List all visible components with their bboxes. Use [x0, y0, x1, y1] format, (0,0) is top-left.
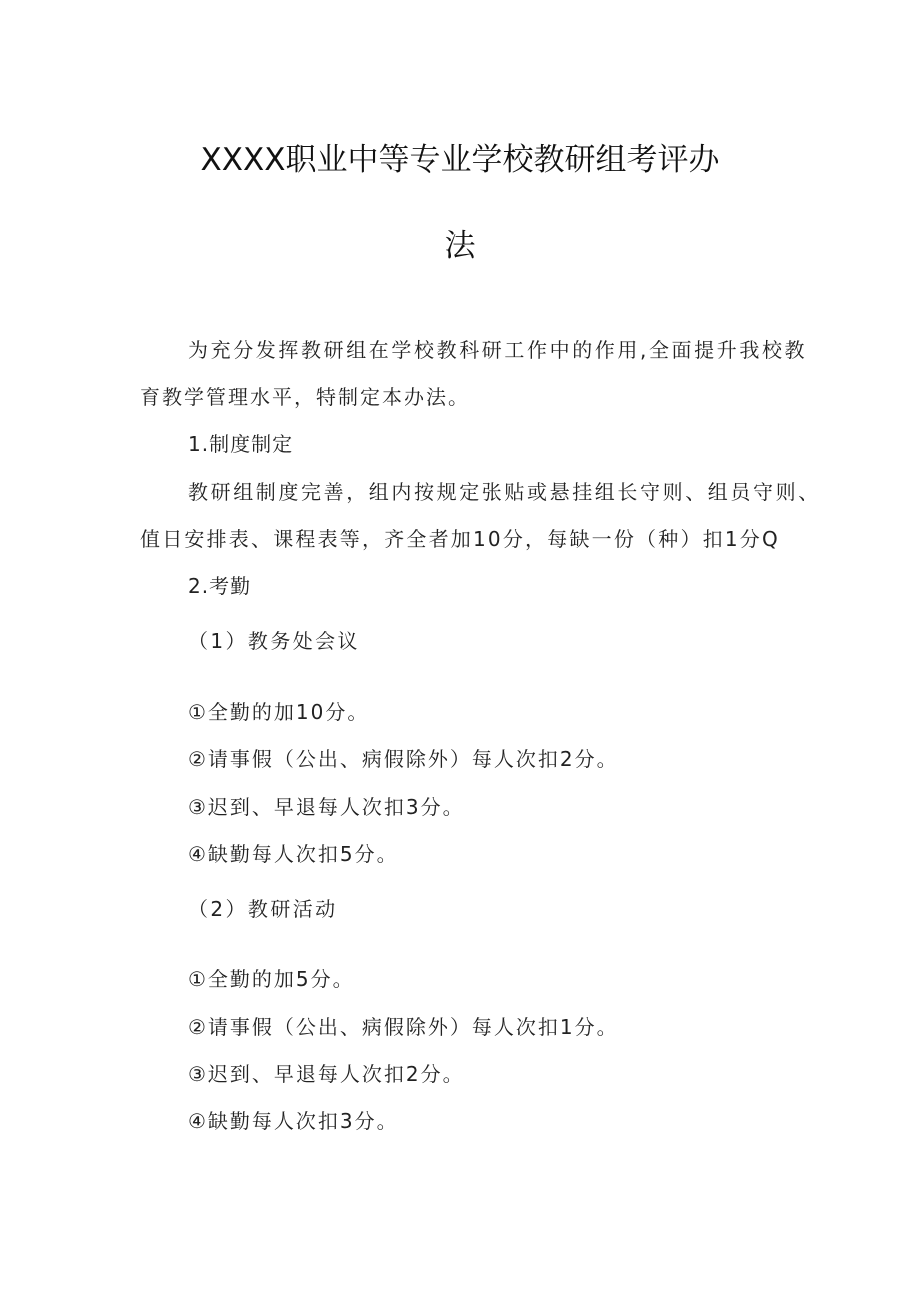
intro-paragraph-line-2: 育教学管理水平，特制定本办法。: [140, 385, 470, 409]
list-item: ②请事假（公出、病假除外）每人次扣1分。: [188, 1015, 619, 1039]
document-title-line-2: 法: [444, 228, 476, 264]
system-paragraph-line-1: 教研组制度完善，组内按规定张贴或悬挂组长守则、组员守则、: [188, 480, 821, 504]
list-item: ③迟到、早退每人次扣3分。: [188, 795, 465, 819]
list-item: ①全勤的加10分。: [188, 700, 370, 724]
intro-paragraph-line-1: 为充分发挥教研组在学校教科研工作中的作用,全面提升我校教: [188, 338, 808, 362]
list-item: ④缺勤每人次扣5分。: [188, 842, 399, 866]
list-item: ④缺勤每人次扣3分。: [188, 1109, 399, 1133]
system-paragraph-line-2: 值日安排表、课程表等，齐全者加10分，每缺一份（种）扣1分Q: [140, 527, 780, 551]
list-item: ②请事假（公出、病假除外）每人次扣2分。: [188, 747, 619, 771]
section-heading-attendance: 2.考勤: [188, 574, 252, 598]
subsection-heading-meeting: （1）教务处会议: [188, 629, 360, 653]
document-title-line-1: XXXX职业中等专业学校教研组考评办: [200, 142, 720, 178]
list-item: ①全勤的加5分。: [188, 967, 355, 991]
subsection-heading-research: （2）教研活动: [188, 897, 338, 921]
section-heading-system: 1.制度制定: [188, 432, 294, 456]
list-item: ③迟到、早退每人次扣2分。: [188, 1062, 465, 1086]
